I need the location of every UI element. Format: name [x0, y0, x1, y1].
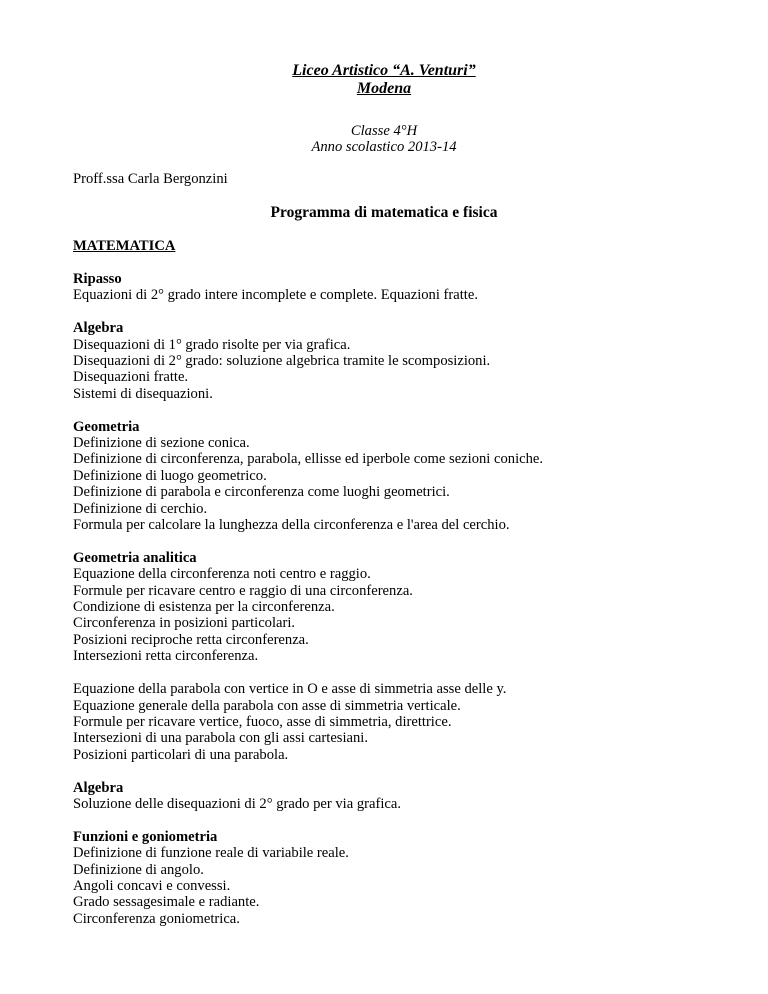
topic-line: Posizioni reciproche retta circonferenza.: [73, 631, 309, 648]
topic-line: Definizione di luogo geometrico.: [73, 467, 267, 484]
topic-block: [73, 320, 753, 402]
topic-heading: Ripasso: [73, 271, 122, 287]
school-header: [0, 62, 768, 98]
topic-line: Intersezioni retta circonferenza.: [73, 648, 259, 665]
topic-line: Soluzione delle disequazioni di 2° grado per via grafica.: [73, 795, 402, 812]
topic-line: Equazione generale della parabola con asse di simmetria verticale.: [73, 697, 461, 714]
topic-line: Grado sessagesimale e radiante.: [73, 894, 260, 911]
topic-line: Definizione di angolo.: [73, 861, 204, 878]
topic-heading: Geometria analitica: [73, 549, 197, 566]
topic-block: [73, 780, 753, 813]
topic-line: Formule per ricavare centro e raggio di una circonferenza.: [73, 582, 413, 599]
topic-line: Equazioni di 2° grado intere incomplete e complete. Equazioni fratte.: [73, 287, 478, 304]
topic-block: [73, 829, 753, 927]
teacher-name: Proff.ssa Carla Bergonzini: [73, 171, 228, 187]
topic-line: Sistemi di disequazioni.: [73, 385, 213, 402]
program-title: Programma di matematica e fisica: [270, 204, 498, 221]
topic-line: Definizione di funzione reale di variabile reale.: [73, 845, 349, 862]
topic-line: Angoli concavi e convessi.: [73, 877, 231, 894]
class-info: [0, 123, 768, 156]
topic-line: Disequazioni fratte.: [73, 369, 189, 386]
topic-block: [73, 271, 753, 304]
topic-line: Posizioni particolari di una parabola.: [73, 746, 289, 763]
topic-line: Disequazioni di 2° grado: soluzione algebrica tramite le scomposizioni.: [73, 353, 491, 370]
topic-heading: Geometria: [73, 418, 140, 435]
topic-line: Formule per ricavare vertice, fuoco, asse di simmetria, direttrice.: [73, 713, 452, 730]
class-label: Classe 4°H: [350, 123, 418, 139]
topic-line: Intersezioni di una parabola con gli assi cartesiani.: [73, 730, 369, 747]
topic-line: Formula per calcolare la lunghezza della circonferenza e l'area del cerchio.: [73, 517, 510, 534]
school-city: Modena: [356, 80, 412, 97]
topic-block: [73, 419, 753, 534]
topic-block: [73, 681, 753, 763]
topic-line: Equazione della parabola con vertice in O e asse di simmetria asse delle y.: [73, 681, 507, 698]
topic-line: Definizione di cerchio.: [73, 500, 208, 517]
topic-line: Definizione di sezione conica.: [73, 435, 250, 452]
topic-line: Definizione di parabola e circonferenza come luoghi geometrici.: [73, 484, 450, 501]
topic-line: Definizione di circonferenza, parabola, ellisse ed iperbole come sezioni coniche.: [73, 451, 544, 468]
topic-heading: Algebra: [73, 779, 124, 796]
school-name: Liceo Artistico “A. Venturi”: [292, 62, 476, 79]
topic-line: Circonferenza goniometrica.: [73, 910, 240, 927]
section-title: MATEMATICA: [73, 238, 176, 254]
topic-heading: Algebra: [73, 320, 124, 337]
topic-line: Circonferenza in posizioni particolari.: [73, 615, 296, 632]
school-year: Anno scolastico 2013-14: [311, 139, 457, 156]
topic-heading: Funzioni e goniometria: [73, 828, 218, 845]
topic-block: [73, 550, 753, 665]
topic-line: Condizione di esistenza per la circonferenza.: [73, 599, 335, 616]
program-content: [73, 271, 753, 944]
topic-line: Disequazioni di 1° grado risolte per via grafica.: [73, 336, 351, 353]
topic-line: Equazione della circonferenza noti centro e raggio.: [73, 566, 371, 583]
